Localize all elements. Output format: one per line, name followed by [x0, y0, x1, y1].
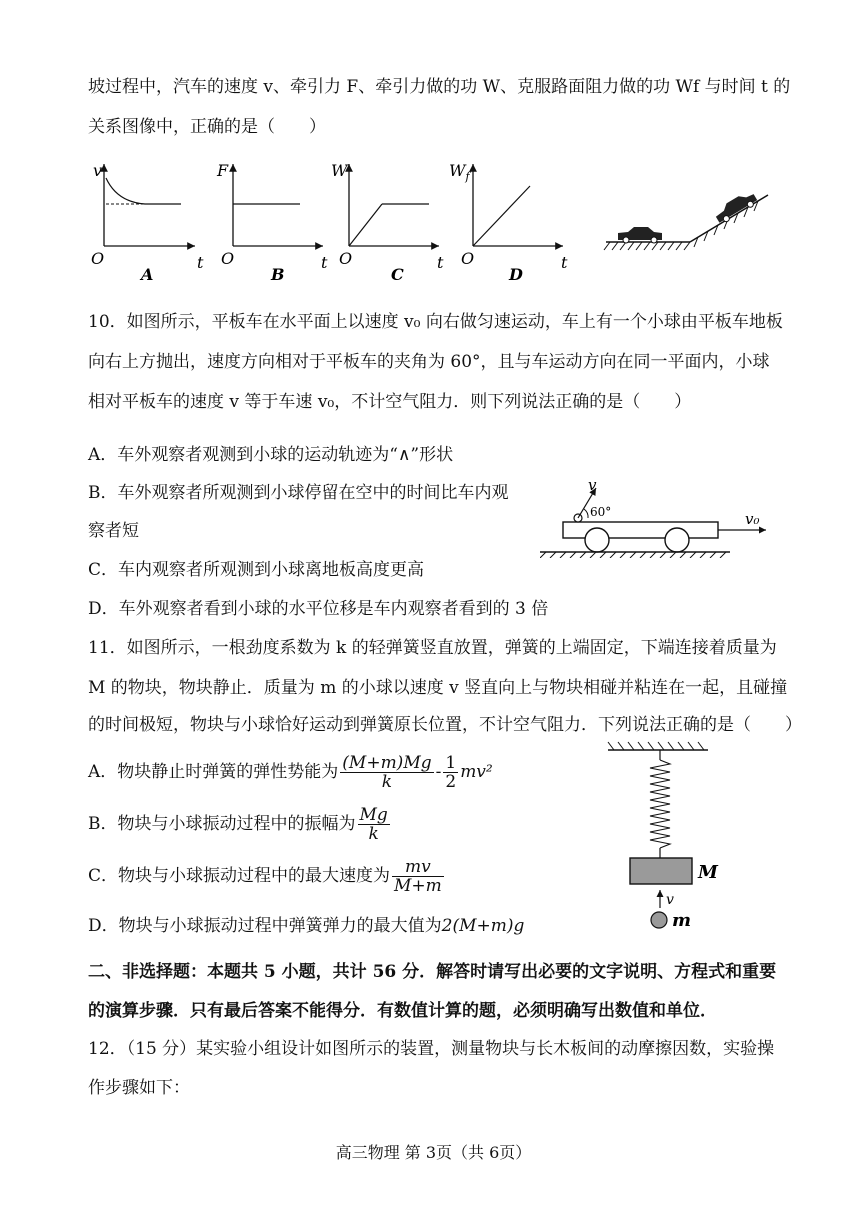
spring-m-label: m — [672, 910, 692, 931]
q11-option-a-text: A．物块静止时弹簧的弹性势能为 — [88, 762, 339, 782]
q11-option-b-num: Mg — [359, 805, 388, 825]
q11-option-c-fraction — [392, 858, 444, 895]
graph-a-xlabel: t — [197, 253, 204, 272]
q11-option-a — [88, 752, 493, 792]
graph-b-origin: O — [221, 249, 235, 268]
q11-option-b — [88, 804, 392, 844]
cart-angle-label: 60° — [590, 505, 612, 519]
svg-text:Wf — [449, 161, 471, 183]
q9-line2: 关系图像中，正确的是（ ） — [88, 117, 326, 137]
graph-a-option: A — [141, 265, 154, 284]
q11-option-a-den: k — [381, 772, 393, 792]
spring-v-label: v — [666, 892, 674, 908]
q11-option-b-text: B．物块与小球振动过程中的振幅为 — [88, 814, 356, 834]
q10-option-b-line2: 察者短 — [88, 521, 139, 541]
q10-line3: 相对平板车的速度 v 等于车速 v₀，不计空气阻力．则下列说法正确的是（ ） — [88, 392, 692, 412]
graph-b-option: B — [271, 265, 285, 284]
graph-d-origin: O — [461, 249, 475, 268]
q11-option-c-num: mv — [392, 858, 444, 877]
q11-option-c — [88, 856, 446, 896]
q11-line3: 的时间极短，物块与小球恰好运动到弹簧原长位置，不计空气阻力．下列说法正确的是（ ） — [88, 715, 802, 735]
q11-line2: M 的物块，物块静止．质量为 m 的小球以速度 v 竖直向上与物块相碰并粘连在一起，且碰撞 — [88, 678, 788, 698]
q11-option-a-half-den: 2 — [445, 772, 457, 792]
q11-option-a-fraction — [340, 754, 433, 791]
section2-line2: 的演算步骤．只有最后答案不能得分．有数值计算的题，必须明确写出数值和单位． — [88, 1001, 717, 1021]
cart-v-label: v — [588, 478, 597, 494]
q10-line1: 10．如图所示，平板车在水平面上以速度 v₀ 向右做匀速运动，车上有一个小球由平板车地板 — [88, 312, 783, 332]
graph-c-origin: O — [339, 249, 353, 268]
q9-line1: 坡过程中，汽车的速度 v、牵引力 F、牵引力做的功 W、克服路面阻力做的功 Wf 与时间 t 的 — [88, 77, 791, 97]
graph-c-option: C — [391, 265, 404, 284]
spring-M-label: M — [698, 862, 718, 883]
spring-figure — [600, 740, 740, 940]
car-slope-figure — [598, 185, 778, 265]
graph-c-ylabel: W — [331, 161, 348, 180]
q10-option-a: A．车外观察者观测到小球的运动轨迹为“∧”形状 — [88, 445, 454, 465]
q11-option-a-num: (M+m)Mg — [342, 753, 432, 773]
q10-option-d: D．车外观察者看到小球的水平位移是车内观察者看到的 3 倍 — [88, 599, 549, 619]
q11-option-c-text: C．物块与小球振动过程中的最大速度为 — [88, 866, 391, 886]
graph-a-origin: O — [91, 249, 105, 268]
q12-line1: 12．（15 分）某实验小组设计如图所示的装置，测量物块与长木板间的动摩擦因数，实验操 — [88, 1039, 775, 1059]
q11-option-d-text: D．物块与小球振动过程中弹簧弹力的最大值为 — [88, 916, 442, 936]
q11-line1: 11．如图所示，一根劲度系数为 k 的轻弹簧竖直放置，弹簧的上端固定，下端连接着质量为 — [88, 638, 777, 658]
q11-option-d-expr: 2(M+m)g — [441, 916, 525, 936]
cart-figure — [540, 478, 780, 558]
ball-m — [651, 912, 667, 928]
graph-d-option: D — [509, 265, 523, 284]
graph-d — [449, 161, 568, 284]
q10-line2: 向右上方抛出，速度方向相对于平板车的夹角为 60°，且与车运动方向在同一平面内，小球 — [88, 352, 770, 372]
q11-option-a-minus: - — [435, 762, 442, 782]
graph-b-ylabel: F — [217, 161, 229, 180]
q11-option-a-half-num: 1 — [445, 753, 457, 773]
graph-a-ylabel: v — [93, 161, 103, 180]
q10-option-b-line1: B．车外观察者所观测到小球停留在空中的时间比车内观 — [88, 483, 509, 503]
q10-option-c: C．车内观察者所观测到小球离地板高度更高 — [88, 560, 425, 580]
q9-graphs-figure — [85, 158, 585, 288]
car-flat-icon — [618, 227, 662, 243]
graph-d-ylabel-sub: f — [465, 170, 470, 183]
q11-option-b-den: k — [368, 824, 379, 844]
q11-option-d — [88, 914, 524, 938]
q11-option-a-half — [443, 754, 458, 791]
graph-c — [331, 161, 444, 284]
graph-a — [91, 161, 204, 284]
graph-d-ylabel: W — [449, 161, 466, 180]
q12-line2: 作步骤如下： — [88, 1078, 190, 1098]
block-M — [630, 858, 692, 884]
q11-option-b-fraction — [358, 806, 390, 843]
section2-line1: 二、非选择题：本题共 5 小题，共计 56 分．解答时请写出必要的文字说明、方程式和重要 — [88, 962, 777, 982]
graph-b-xlabel: t — [321, 253, 328, 272]
cart-v0-label: v₀ — [745, 510, 760, 528]
graph-b — [216, 161, 328, 284]
graph-d-xlabel: t — [561, 253, 568, 272]
q11-option-a-tail: mv² — [460, 762, 493, 782]
graph-c-xlabel: t — [437, 253, 444, 272]
q11-option-c-den: M+m — [394, 876, 442, 896]
page-footer: 高三物理 第 3页（共 6页） — [335, 1143, 532, 1162]
